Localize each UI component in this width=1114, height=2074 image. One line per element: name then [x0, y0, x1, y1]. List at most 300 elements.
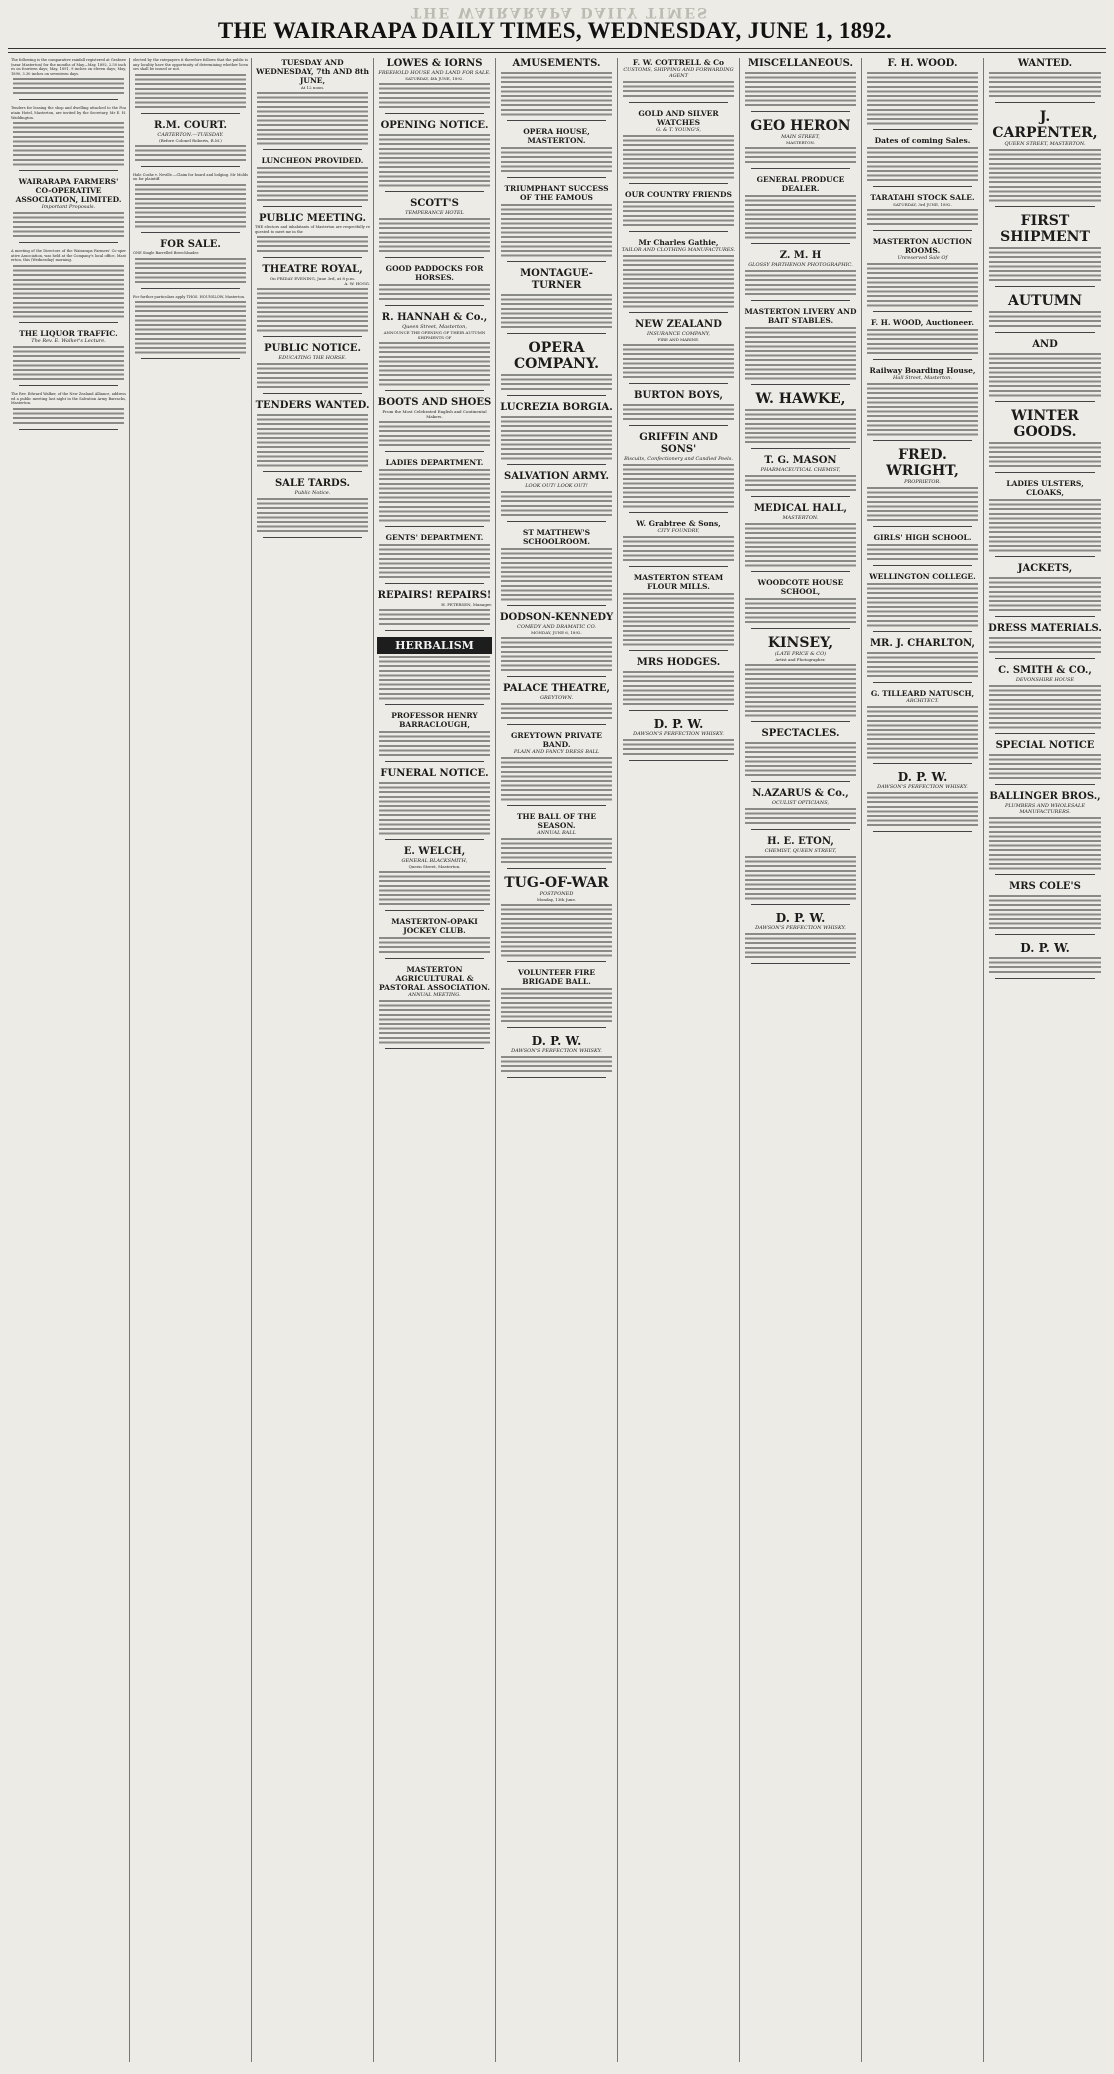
separator-rule [873, 763, 972, 764]
headline: OPERA COMPANY. [513, 340, 600, 372]
article [499, 528, 614, 606]
article [621, 319, 736, 384]
separator-rule [385, 390, 484, 391]
headline: N.AZARUS & Co., [752, 788, 849, 799]
headline: FOR SALE. [160, 238, 221, 250]
article [377, 637, 492, 705]
illegible-text-block [377, 341, 492, 386]
headline: LADIES ULSTERS, CLOAKS, [1006, 479, 1084, 497]
separator-rule [263, 149, 362, 150]
separator-rule [751, 111, 850, 112]
headline: WOODCOTE HOUSE SCHOOL, [757, 578, 844, 596]
subheading: Hall Street, Masterton. [893, 375, 952, 381]
separator-rule [995, 556, 1095, 557]
headline: GENERAL PRODUCE DEALER. [756, 175, 845, 193]
article [499, 471, 614, 522]
illegible-text-block [499, 146, 614, 173]
subheading: DAWSON'S PERFECTION WHISKY. [633, 731, 724, 737]
headline: Railway Boarding House, [869, 366, 976, 375]
illegible-text-block [743, 855, 858, 900]
headline: C. SMITH & CO., [998, 665, 1092, 676]
headline: G. TILLEARD NATUSCH, [870, 689, 975, 698]
separator-rule [751, 963, 850, 964]
masthead-title: THE WAIRARAPA DAILY TIMES, WEDNESDAY, JUNE 1, 1892. [217, 18, 893, 43]
separator-rule [629, 183, 728, 184]
separator-rule [751, 571, 850, 572]
illegible-text-block [987, 816, 1103, 870]
subheading: OCULIST OPTICIANS, [771, 800, 830, 806]
article [865, 689, 980, 764]
article [377, 264, 492, 306]
detail-line: Artist and Photographer. [775, 657, 826, 662]
article [499, 731, 614, 806]
subheading: DAWSON'S PERFECTION WHISKY. [511, 1048, 602, 1054]
headline: MEDICAL HALL, [753, 503, 848, 514]
article [255, 343, 370, 394]
illegible-text-block [255, 235, 370, 253]
body-text: The Rev. Edward Walker, of the New Zealand Alliance, addressed a public meeting last night in the Salvation Army Barracks, Masterton. [11, 391, 126, 406]
illegible-text-block [377, 870, 492, 906]
separator-rule [995, 206, 1095, 207]
article [377, 312, 492, 391]
article [621, 573, 736, 651]
article [987, 213, 1103, 287]
illegible-text-block [377, 420, 492, 447]
subheading: POSTPONED [539, 891, 574, 897]
separator-rule [751, 781, 850, 782]
separator-rule [19, 242, 118, 243]
illegible-text-block [377, 730, 492, 757]
headline: AMUSEMENTS. [512, 58, 601, 69]
headline: MASTERTON AUCTION ROOMS. [872, 237, 973, 255]
separator-rule [629, 760, 728, 761]
headline: TUG-OF-WAR [504, 875, 609, 891]
headline: LUNCHEON PROVIDED. [261, 156, 364, 165]
separator-rule [507, 1077, 606, 1078]
article [499, 612, 614, 677]
article [987, 339, 1103, 402]
illegible-text-block [865, 543, 980, 561]
illegible-text-block [499, 702, 614, 720]
article [621, 238, 736, 313]
headline: LOWES & IORNS [386, 58, 483, 69]
illegible-text-block [743, 932, 858, 959]
illegible-text-block [987, 636, 1103, 654]
article [865, 366, 980, 441]
separator-rule [507, 120, 606, 121]
headline: MASTERTON STEAM FLOUR MILLS. [633, 573, 724, 591]
headline: PUBLIC MEETING. [258, 213, 367, 224]
article [499, 268, 614, 334]
illegible-text-block [499, 71, 614, 116]
article [743, 307, 858, 385]
separator-rule [995, 616, 1095, 617]
separator-rule [995, 934, 1095, 935]
subheading: DEVONSHIRE HOUSE [1015, 677, 1075, 683]
detail-line: Monday, 13th June. [536, 897, 577, 902]
separator-rule [873, 359, 972, 360]
separator-rule [629, 512, 728, 513]
illegible-text-block [987, 753, 1103, 780]
separator-rule [873, 230, 972, 231]
article [11, 329, 126, 386]
illegible-text-block [499, 1055, 614, 1073]
headline: H. E. ETON, [767, 836, 834, 847]
headline: SPECTACLES. [761, 728, 840, 739]
article [621, 519, 736, 567]
separator-rule [629, 312, 728, 313]
article [377, 711, 492, 762]
separator-rule [995, 401, 1095, 402]
illegible-text-block [377, 543, 492, 579]
headline: MASTERTON-OPAKI JOCKEY CLUB. [391, 917, 478, 935]
separator-rule [19, 99, 118, 100]
article [621, 58, 736, 103]
subheading: QUEEN STREET, MASTERTON. [1004, 141, 1086, 147]
headline: NEW ZEALAND [635, 319, 722, 330]
article [743, 578, 858, 629]
article [987, 791, 1103, 875]
illegible-text-block [621, 670, 736, 706]
article [11, 392, 126, 430]
headline: GOLD AND SILVER WATCHES [638, 109, 719, 127]
article [865, 318, 980, 360]
illegible-text-block [499, 203, 614, 257]
illegible-text-block [865, 208, 980, 226]
separator-rule [629, 383, 728, 384]
separator-rule [751, 829, 850, 830]
illegible-text-block [133, 300, 248, 354]
illegible-text-block [987, 576, 1103, 612]
body-text: The following is the comparative rainfall registered at Grabsee (near Masterton) for the months of May—May, 1892, 2.50 inches on fourteen days; May, 1891, 9 inches on eleven days; May, 1890, 3.30 inches on seventeen days. [11, 58, 126, 76]
illegible-text-block [865, 582, 980, 627]
headline: Mr Charles Gathie, [638, 238, 719, 247]
illegible-text-block [377, 781, 492, 835]
illegible-text-block [377, 82, 492, 109]
separator-rule [751, 384, 850, 385]
subheading: CITY FOUNDRY, [657, 528, 700, 534]
article [865, 136, 980, 187]
article [499, 875, 614, 962]
article [743, 118, 858, 169]
headline: GOOD PADDOCKS FOR HORSES. [385, 264, 484, 282]
article [133, 58, 248, 114]
illegible-text-block [621, 134, 736, 179]
illegible-text-block [621, 535, 736, 562]
article [987, 623, 1103, 659]
article [621, 190, 736, 232]
illegible-text-block [743, 269, 858, 296]
article [255, 478, 370, 538]
show-through-text: THE WAIRARAPA DAILY TIMES [410, 4, 710, 20]
body-text: Tenders for leasing the shop and dwelling attached to the Fountain Hotel, Masterton, are invited by the Secretary, Mr E. H. Waddington. [11, 106, 126, 120]
article [987, 740, 1103, 785]
article [987, 665, 1103, 734]
headline: W. Grabtree & Sons, [636, 519, 721, 528]
headline: E. WELCH, [403, 846, 466, 857]
separator-rule [507, 261, 606, 262]
article [377, 590, 492, 631]
separator-rule [385, 583, 484, 584]
headline: D. P. W. [653, 717, 704, 731]
article [865, 638, 980, 683]
subheading: (LATE PRICE & CO) [774, 651, 827, 657]
illegible-text-block [255, 91, 370, 145]
separator-rule [629, 566, 728, 567]
article [621, 390, 736, 426]
illegible-text-block [621, 463, 736, 508]
detail-line: SATURDAY, 3rd JUNE, 1892. [893, 202, 952, 207]
illegible-text-block [11, 407, 126, 425]
illegible-text-block [865, 382, 980, 436]
separator-rule [629, 650, 728, 651]
illegible-text-block [987, 894, 1103, 930]
separator-rule [19, 170, 118, 171]
subheading: CUSTOMS, SHIPPING AND FORWARDING AGENT [623, 67, 734, 79]
article [865, 58, 980, 130]
separator-rule [141, 166, 240, 167]
subheading: FREEHOLD HOUSE AND LAND FOR SALE. [378, 70, 491, 76]
article [743, 635, 858, 722]
separator-rule [507, 1027, 606, 1028]
article [743, 911, 858, 964]
separator-rule [141, 358, 240, 359]
separator-rule [507, 464, 606, 465]
article [499, 58, 614, 121]
article [987, 563, 1103, 617]
illegible-text-block [499, 903, 614, 957]
headline: MRS HODGES. [636, 657, 721, 668]
headline: HERBALISM [377, 637, 492, 654]
illegible-text-block [499, 373, 614, 391]
article [377, 120, 492, 192]
article [377, 768, 492, 840]
headline: SPECIAL NOTICE [995, 740, 1095, 751]
separator-rule [751, 168, 850, 169]
illegible-text-block [987, 352, 1103, 397]
subheading: Public Notice. [294, 490, 331, 497]
detail-line: From the Most Celebrated English and Continental Makers. [382, 409, 487, 419]
separator-rule [141, 113, 240, 114]
separator-rule [873, 631, 972, 632]
separator-rule [507, 521, 606, 522]
illegible-text-block [499, 293, 614, 329]
headline: BOOTS AND SHOES [377, 397, 492, 408]
illegible-text-block [255, 497, 370, 533]
illegible-text-block [743, 807, 858, 825]
separator-rule [873, 831, 972, 832]
article [865, 533, 980, 566]
illegible-text-block [133, 144, 248, 162]
headline: LADIES DEPARTMENT. [385, 458, 484, 467]
separator-rule [873, 682, 972, 683]
illegible-text-block [11, 211, 126, 238]
illegible-text-block [255, 413, 370, 467]
headline: MASTERTON AGRICULTURAL & PASTORAL ASSOCIATION. [379, 965, 490, 992]
separator-rule [995, 102, 1095, 103]
masthead-rule-top [8, 48, 1106, 49]
separator-rule [995, 286, 1095, 287]
column-5 [496, 58, 618, 2062]
illegible-text-block [377, 936, 492, 954]
subheading: Queen Street, Masterton, [402, 324, 467, 330]
illegible-text-block [743, 71, 858, 107]
separator-rule [263, 257, 362, 258]
separator-rule [995, 874, 1095, 875]
column-9 [984, 58, 1106, 2062]
subheading: TAILOR AND CLOTHING MANUFACTURES. [621, 247, 736, 253]
column-6 [618, 58, 740, 2062]
illegible-text-block [987, 310, 1103, 328]
signature: H. PETERSEN, Manager. [441, 602, 492, 607]
separator-rule [873, 129, 972, 130]
headline: TARATAHI STOCK SALE. [870, 193, 975, 202]
illegible-text-block [987, 71, 1103, 98]
separator-rule [751, 448, 850, 449]
illegible-text-block [865, 262, 980, 307]
headline: LUCREZIA BORGIA. [500, 402, 613, 413]
detail-line: At 12 noon. [300, 85, 325, 90]
illegible-text-block [987, 148, 1103, 202]
body-text: A meeting of the Directors of the Wairarapa Farmers' Co-operative Association, was held at the Company's local office, Masterton, this (Wednesday) morning. [11, 249, 126, 263]
headline: GIRLS' HIGH SCHOOL. [873, 533, 972, 542]
subheading: G. & T. YOUNG'S, [655, 127, 701, 133]
body-text: elected by the ratepayers it therefore follows that the public is any locality have the opportunity of determining whether licenses shall be issued or not. [133, 58, 248, 72]
illegible-text-block [621, 200, 736, 227]
article [621, 657, 736, 711]
illegible-text-block [499, 987, 614, 1023]
illegible-text-block [499, 490, 614, 517]
illegible-text-block [621, 80, 736, 98]
subheading: GENERAL BLACKSMITH, [401, 858, 468, 864]
headline: THEATRE ROYAL, [262, 264, 363, 276]
separator-rule [751, 243, 850, 244]
illegible-text-block [11, 345, 126, 381]
columns-container [8, 58, 1106, 2062]
headline: BALLINGER BROS., [989, 791, 1101, 802]
illegible-text-block [621, 254, 736, 308]
illegible-text-block [621, 343, 736, 379]
body-text: ONE Single Barrelled Breechloader. [133, 250, 200, 255]
subheading: ARCHITECT. [906, 698, 939, 704]
detail-line: SATURDAY, 4th JUNE, 1892. [405, 76, 464, 81]
headline: OPENING NOTICE. [380, 120, 489, 131]
separator-rule [385, 761, 484, 762]
illegible-text-block [499, 837, 614, 864]
separator-rule [19, 322, 118, 323]
illegible-text-block [865, 651, 980, 678]
masthead-rule-bottom [8, 52, 1106, 53]
headline: D. P. W. [531, 1034, 582, 1048]
subheading: ANNUAL MEETING. [408, 992, 461, 998]
article [377, 846, 492, 911]
article [377, 397, 492, 452]
separator-rule [141, 288, 240, 289]
article [987, 881, 1103, 935]
subheading: GLOSSY PARTHENON PHOTOGRAPHIC. [748, 262, 853, 268]
article [987, 293, 1103, 333]
headline: F. H. WOOD. [887, 58, 958, 69]
detail-line: ANNOUNCE THE OPENING OF THEIR AUTUMN SHIPMENTS OF [383, 330, 486, 340]
article [11, 249, 126, 323]
subheading: PROPRIETOR. [904, 479, 941, 485]
illegible-text-block [865, 328, 980, 355]
article [499, 127, 614, 178]
separator-rule [385, 305, 484, 306]
illegible-text-block [865, 486, 980, 522]
article [743, 503, 858, 572]
headline: DODSON-KENNEDY [499, 612, 614, 623]
illegible-text-block [377, 999, 492, 1044]
separator-rule [507, 868, 606, 869]
illegible-text-block [743, 741, 858, 777]
article [255, 58, 370, 150]
article [499, 812, 614, 869]
article [11, 177, 126, 243]
article [499, 683, 614, 725]
article [865, 572, 980, 632]
detail-line: (Before Colonel Roberts, R.M.) [159, 137, 222, 143]
article [377, 458, 492, 527]
illegible-text-block [377, 133, 492, 187]
article [11, 106, 126, 171]
article [499, 968, 614, 1028]
illegible-text-block [499, 547, 614, 601]
subheading: GREYTOWN. [540, 695, 573, 701]
separator-rule [995, 472, 1095, 473]
illegible-text-block [11, 264, 126, 318]
separator-rule [873, 311, 972, 312]
separator-rule [629, 231, 728, 232]
headline: J. CARPENTER, [992, 109, 1098, 141]
separator-rule [995, 658, 1095, 659]
article [987, 941, 1103, 979]
article [865, 237, 980, 312]
headline: GREYTOWN PRIVATE BAND. [510, 731, 603, 749]
headline: TRIUMPHANT SUCCESS OF THE FAMOUS [504, 184, 609, 202]
separator-rule [507, 177, 606, 178]
article [987, 408, 1103, 473]
headline: AUTUMN [1008, 293, 1082, 309]
headline: THE LIQUOR TRAFFIC. [19, 328, 118, 338]
separator-rule [385, 839, 484, 840]
headline: PROFESSOR HENRY BARRACLOUGH, [391, 711, 478, 729]
headline: MISCELLANEOUS. [748, 58, 853, 69]
separator-rule [507, 395, 606, 396]
headline: D. P. W. [1020, 941, 1070, 955]
separator-rule [385, 526, 484, 527]
headline: BURTON BOYS, [634, 390, 723, 401]
headline: GEO HERON [750, 118, 851, 134]
separator-rule [385, 704, 484, 705]
detail-line: MASTERTON. [786, 140, 815, 145]
separator-rule [263, 393, 362, 394]
headline: D. P. W. [897, 770, 948, 784]
headline: MASTERTON LIVERY AND BAIT STABLES. [744, 307, 857, 325]
subheading: PHARMACEUTICAL CHEMIST, [760, 467, 841, 473]
subheading: ANNUAL BALL [537, 830, 576, 836]
headline: F. H. WOOD, Auctioneer. [870, 318, 975, 327]
headline: PUBLIC NOTICE. [264, 343, 361, 355]
subheading: Unreserved Sale Of [897, 255, 948, 261]
illegible-text-block [377, 217, 492, 253]
separator-rule [873, 565, 972, 566]
article [377, 533, 492, 584]
detail-line: MONDAY, JUNE 6, 1892. [531, 630, 582, 635]
separator-rule [507, 605, 606, 606]
article [133, 239, 248, 289]
subheading: COMEDY AND DRAMATIC CO. [517, 624, 596, 630]
